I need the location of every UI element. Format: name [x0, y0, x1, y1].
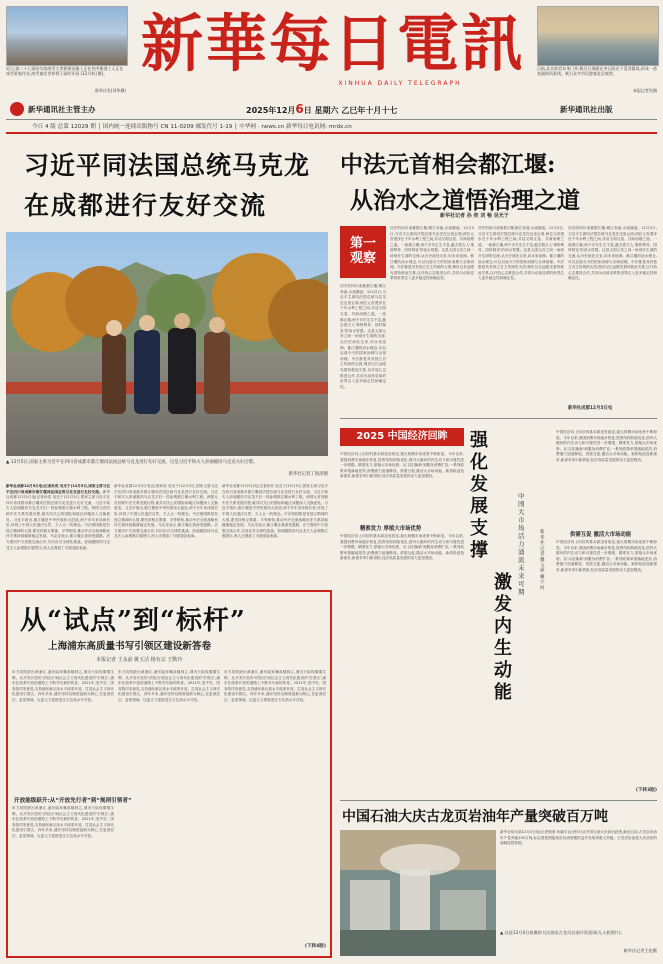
economy-headline-right-text: 激发内生动能	[494, 572, 512, 703]
second-body-col-2: 初冬的四川成都都江堰,岷江奔流,水流潺湲。12月5日,习近平主席同法国总统马克龙在这里会面,两位元首漫步在千年水利工程之间,共话文明互鉴、共商治理之道。一座都江堰,两千多年生生不息,蕴含着古人'乘势利导、因时制宜'的治水智慧。这是大国元首之间一场别开生面的交流,从历史深处走来,向未来延伸。都江堰的治水理念,可以启迪今天的国家治理与全球治理。中法都是具有独立自主传统的大国,理应以长远眼光看待彼此关系,以开放心态推进合作,共同为动荡变革的世界注入更多稳定性和确定性。	[478, 226, 564, 281]
feature-byline: 本报记者 王永前 姚玉洁 杨有宗 王默玲	[96, 657, 183, 663]
masthead-logo-icon	[10, 102, 24, 116]
first-observation-badge	[340, 226, 386, 278]
economy-headline-left	[470, 430, 492, 562]
economy-subheading-text: 中国大市场活力涌流未来可期	[518, 492, 525, 596]
economy-headline-right	[494, 572, 516, 704]
lead-body: 新华社成都12月5日电(记者孙奕 吴光于)12月5日,国家主席习近平在四川省成都市都江堰同法国总统马克龙进行友好交流。习近平和夫人彭丽媛同马克龙夫妇一同参观都江堰水利工程。两国元首回顾中法关系发展历程,就共同关心的国际和地区问题深入交换意见。习近平指出,都江堰是中华民族伟大创造,两千多年来泽被后世,体现了中国人民道法自然、天人合一的理念。中法两国都是有独立精神的大国,要坚持相互尊重、平等相待,推动中法全面战略伙伴关系持续健康稳定发展。马克龙表示,都江堰让我深受震撼。法方愿同中方加强交流合作,共同应对全球性挑战。彭丽媛陪同马克龙夫人参观都江堰景区,两人还观看了川剧变脸表演。	[6, 489, 110, 550]
date-prefix: 2025年12月	[246, 106, 296, 115]
economy-section-1: 精准发力 厚植大市场优势	[360, 526, 422, 532]
economy-headline-left-text: 强化发展支撑	[470, 430, 488, 561]
economy-byline-text: 新华社记者 魏玉坤 戴小河	[540, 530, 545, 591]
masthead-title: 新華每日電訊	[140, 7, 525, 80]
date-day: 6	[295, 102, 304, 116]
right-ear-text: 目前,北京故宫东华门外,数百只海鸥在冬日阳光下觅食嬉戏,形成一道亮丽的风景线。吸引众多市民游客驻足观赏。	[537, 66, 657, 77]
left-ear-credit: 新华社发(刘华摄)	[94, 88, 126, 93]
lead-body-col-2: 新华社成都12月5日电(记者孙奕 吴光于)12月5日,国家主席习近平在四川省成都市都江堰同法国总统马克龙进行友好交流。习近平和夫人彭丽媛同马克龙夫妇一同参观都江堰水利工程。两国元首回顾中法关系发展历程,就共同关心的国际和地区问题深入交换意见。习近平指出,都江堰是中华民族伟大创造,两千多年来泽被后世,体现了中国人民道法自然、天人合一的理念。中法两国都是有独立精神的大国,要坚持相互尊重、平等相待,推动中法全面战略伙伴关系持续健康稳定发展。马克龙表示,都江堰让我深受震撼。法方愿同中方加强交流合作,共同应对全球性挑战。彭丽媛陪同马克龙夫人参观都江堰景区,两人还观看了川剧变脸表演。	[114, 484, 218, 539]
lead-headline-2: 在成都进行友好交流	[24, 191, 268, 220]
masthead-rule-red	[6, 132, 657, 134]
feature-subhead: 上海浦东高质量书写引领区建设新答卷	[48, 641, 212, 652]
date-suffix: 日 星期六 乙巳年十月十七	[303, 106, 398, 115]
right-ear-photo	[537, 6, 659, 66]
divider-second-economy	[340, 418, 657, 419]
second-headline-2: 从治水之道悟治理之道	[350, 187, 580, 214]
lead-body-col-3: 新华社成都12月5日电(记者孙奕 吴光于)12月5日,国家主席习近平在四川省成都市都江堰同法国总统马克龙进行友好交流。习近平和夫人彭丽媛同马克龙夫妇一同参观都江堰水利工程。两国元首回顾中法关系发展历程,就共同关心的国际和地区问题深入交换意见。习近平指出,都江堰是中华民族伟大创造,两千多年来泽被后世,体现了中国人民道法自然、天人合一的理念。中法两国都是有独立精神的大国,要坚持相互尊重、平等相待,推动中法全面战略伙伴关系持续健康稳定发展。马克龙表示,都江堰让我深受震撼。法方愿同中方加强交流合作,共同应对全球性挑战。彭丽媛陪同马克龙夫人参观都江堰景区,两人还观看了川剧变脸表演。	[222, 484, 328, 539]
economy-body-col-3: 中国经济向上向好的基本面没有改变,超大规模市场优势不断彰显。今年以来,我国消费市场稳步恢复,投资结构持续优化,国内大循环的内生动力和可靠性进一步增强。精准发力,厚植大市场优势。从'以旧换新'到服务消费扩容,一系列政策举措落地见效,消费潜力加速释放。供需互促,激活大市场动能。新供给创造新需求,新需求牵引新供给,经济高质量发展的动力更加强劲。	[556, 430, 657, 462]
economy-body-col-1: 中国经济向上向好的基本面没有改变,超大规模市场优势不断彰显。今年以来,我国消费市场稳步恢复,投资结构持续优化,国内大循环的内生动力和可靠性进一步增强。精准发力,厚植大市场优势。从'以旧换新'到服务消费扩容,一系列政策举措落地见效,消费潜力加速释放。供需互促,激活大市场动能。新供给创造新需求,新需求牵引新供给,经济高质量发展的动力更加强劲。	[340, 452, 464, 479]
lead-photo-scene	[6, 232, 328, 456]
economy-footer: (下转3版)	[635, 788, 657, 793]
oil-photo-credit: 新华社记者王松摄	[623, 948, 657, 953]
oil-headline: 中国石油大庆古龙页岩油年产量突破百万吨	[342, 809, 608, 825]
right-ear-credit: 本报记者发摄	[633, 88, 657, 93]
feature-body-col-1: 东方初阳跃出黄浦江,浦东陆家嘴高楼林立,城市天际线熠熠生辉。从开发开放的'试验田'到社会主义现代化建设的'引领区',浦东在改革开放的道路上不断书写新的传奇。2021年,党中央、国务院印发意见,支持浦东新区高水平改革开放、打造社会主义现代化建设引领区。四年多来,浦东坚持以制度创新为核心,在更深层次、更宽领域、以更大力度推进全方位高水平开放。	[12, 670, 114, 702]
feature-headline: 从“试点”到“标杆”	[20, 606, 246, 636]
economy-subheading	[518, 492, 528, 596]
economy-banner-label: 2025 中国经济回眸	[356, 431, 448, 442]
oil-photo	[340, 830, 496, 956]
feature-body-col-2: 东方初阳跃出黄浦江,浦东陆家嘴高楼林立,城市天际线熠熠生辉。从开发开放的'试验田'到社会主义现代化建设的'引领区',浦东在改革开放的道路上不断书写新的传奇。2021年,党中央、国务院印发意见,支持浦东新区高水平改革开放、打造社会主义现代化建设引领区。四年多来,浦东坚持以制度创新为核心,在更深层次、更宽领域、以更大力度推进全方位高水平开放。	[118, 670, 220, 702]
feature-footer: (下转4版)	[304, 944, 326, 949]
second-footer: 新华社成都12月5日电	[568, 406, 613, 411]
oil-photo-scene	[340, 830, 496, 956]
masthead-pinyin: XINHUA DAILY TELEGRAPH	[338, 80, 462, 87]
economy-byline	[540, 530, 548, 592]
economy-body-col-3b: 中国经济向上向好的基本面没有改变,超大规模市场优势不断彰显。今年以来,我国消费市场稳步恢复,投资结构持续优化,国内大循环的内生动力和可靠性进一步增强。精准发力,厚植大市场优势。从'以旧换新'到服务消费扩容,一系列政策举措落地见效,消费潜力加速释放。供需互促,激活大市场动能。新供给创造新需求,新需求牵引新供给,经济高质量发展的动力更加强劲。	[556, 540, 657, 572]
oil-body: 新华社哈尔滨12月5日电(记者强勇 孙晓宇)记者5日从中国石油大庆油田获悉,截至目前,古龙页岩油年产量突破100万吨,标志着我国陆相页岩油规模效益开发取得重大突破。古龙页岩油是大庆油田的战略接替资源。	[500, 830, 657, 846]
lead-photo-credit: 新华社记者丁海涛摄	[288, 472, 328, 477]
masthead-info-line: 今日 4 版 总第 12029 期 │ 国内统一连续出版物号 CN 11-0209 邮发代号 1-19 │ 中华网 · news.cn 新华每日电讯网: mrdx.cn	[32, 124, 352, 130]
economy-body-col-1b: 中国经济向上向好的基本面没有改变,超大规模市场优势不断彰显。今年以来,我国消费市场稳步恢复,投资结构持续优化,国内大循环的内生动力和可靠性进一步增强。精准发力,厚植大市场优势。从'以旧换新'到服务消费扩容,一系列政策举措落地见效,消费潜力加速释放。供需互促,激活大市场动能。新供给创造新需求,新需求牵引新供给,经济高质量发展的动力更加强劲。	[340, 534, 464, 561]
left-ear-photo	[6, 6, 128, 66]
feature-section-title: 开放能级跃升:从“开放先行者”到“规则引领者”	[14, 798, 132, 804]
divider-economy-oil	[340, 800, 657, 801]
first-observation-label: 第一观察	[349, 236, 376, 266]
second-body-col-1b: 初冬的四川成都都江堰,岷江奔流,水流潺湲。12月5日,习近平主席同法国总统马克龙在这里会面,两位元首漫步在千年水利工程之间,共话文明互鉴、共商治理之道。一座都江堰,两千多年生生不息,蕴含着古人'乘势利导、因时制宜'的治水智慧。这是大国元首之间一场别开生面的交流,从历史深处走来,向未来延伸。都江堰的治水理念,可以启迪今天的国家治理与全球治理。中法都是具有独立自主传统的大国,理应以长远眼光看待彼此关系,以开放心态推进合作,共同为动荡变革的世界注入更多稳定性和确定性。	[340, 284, 386, 389]
feature-body-col-1b: 东方初阳跃出黄浦江,浦东陆家嘴高楼林立,城市天际线熠熠生辉。从开发开放的'试验田'到社会主义现代化建设的'引领区',浦东在改革开放的道路上不断书写新的传奇。2021年,党中央、国务院印发意见,支持浦东新区高水平改革开放、打造社会主义现代化建设引领区。四年多来,浦东坚持以制度创新为核心,在更深层次、更宽领域、以更大力度推进全方位高水平开放。	[12, 806, 114, 838]
masthead-rule-top	[6, 119, 657, 120]
second-headline-1: 中法元首相会都江堰:	[340, 151, 556, 178]
second-body-col-3: 初冬的四川成都都江堰,岷江奔流,水流潺湲。12月5日,习近平主席同法国总统马克龙在这里会面,两位元首漫步在千年水利工程之间,共话文明互鉴、共商治理之道。一座都江堰,两千多年生生不息,蕴含着古人'乘势利导、因时制宜'的治水智慧。这是大国元首之间一场别开生面的交流,从历史深处走来,向未来延伸。都江堰的治水理念,可以启迪今天的国家治理与全球治理。中法都是具有独立自主传统的大国,理应以长远眼光看待彼此关系,以开放心态推进合作,共同为动荡变革的世界注入更多稳定性和确定性。	[568, 226, 657, 281]
economy-banner	[340, 428, 464, 446]
second-byline: 新华社记者 孙 奕 刘 畅 吴光于	[440, 213, 509, 219]
masthead-sponsor: 新华通讯社主管主办	[28, 105, 96, 114]
lead-body-col-1	[6, 484, 110, 584]
lead-photo-caption: ▲ 12月5日,国家主席习近平在四川省成都市都江堰同法国总统马克龙进行友好交流。这是习近平和夫人彭丽媛同马克龙夫妇合影。	[6, 460, 258, 465]
left-ear-text: 近日,第二十七届哈尔滨冰雪大世界建设施工正在有序推进工人正在冰雪景观作业,冰雪童话世界将于届时开园 (12月4日摄)。	[6, 66, 124, 77]
lead-photo	[6, 232, 328, 456]
lead-headline-1: 习近平同法国总统马克龙	[24, 151, 311, 180]
second-body-col-1: 初冬的四川成都都江堰,岷江奔流,水流潺湲。12月5日,习近平主席同法国总统马克龙在这里会面,两位元首漫步在千年水利工程之间,共话文明互鉴、共商治理之道。一座都江堰,两千多年生生不息,蕴含着古人'乘势利导、因时制宜'的治水智慧。这是大国元首之间一场别开生面的交流,从历史深处走来,向未来延伸。都江堰的治水理念,可以启迪今天的国家治理与全球治理。中法都是具有独立自主传统的大国,理应以长远眼光看待彼此关系,以开放心态推进合作,共同为动荡变革的世界注入更多稳定性和确定性。	[390, 226, 474, 281]
masthead-publisher: 新华通讯社出版	[560, 105, 613, 114]
feature-body-col-3: 东方初阳跃出黄浦江,浦东陆家嘴高楼林立,城市天际线熠熠生辉。从开发开放的'试验田'到社会主义现代化建设的'引领区',浦东在改革开放的道路上不断书写新的传奇。2021年,党中央、国务院印发意见,支持浦东新区高水平改革开放、打造社会主义现代化建设引领区。四年多来,浦东坚持以制度创新为核心,在更深层次、更宽领域、以更大力度推进全方位高水平开放。	[224, 670, 326, 702]
economy-section-2: 供需互促 激活大市场动能	[570, 532, 632, 538]
lead-dateline: 新华社成都12月5日电(记者孙奕 吴光于)12月5日,国家主席习近平在四川省成都市都江堰同法国总统马克龙进行友好交流。	[6, 484, 110, 494]
oil-photo-caption: ▲ 这是12月4日拍摄的大庆油田古龙页岩油开发现场(无人机照片)。	[500, 930, 625, 935]
masthead-date	[246, 102, 397, 116]
